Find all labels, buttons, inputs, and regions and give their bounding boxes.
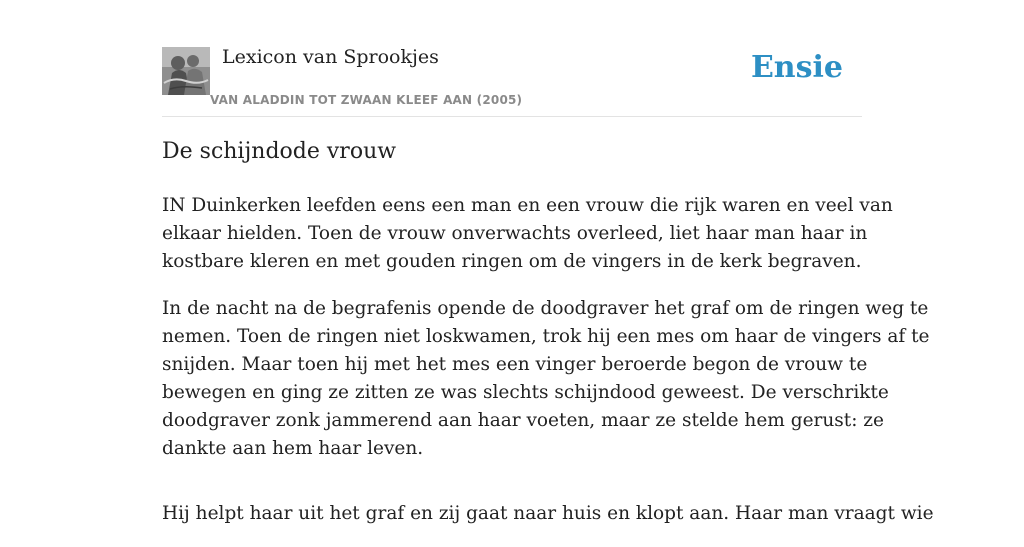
book-title[interactable]: Lexicon van Sprookjes — [222, 46, 439, 68]
article-body — [162, 192, 934, 547]
article-title: De schijndode vrouw — [162, 139, 397, 164]
text-line: Hij helpt haar uit het graf en zij gaat naar huis en klopt aan. Haar man vraagt wie — [162, 503, 934, 524]
text-line: snijden. Maar toen hij met het mes een vinger beroerde begon de vrouw te — [162, 354, 868, 375]
text-line: In de nacht na de begrafenis opende de doodgraver het graf om de ringen weg te — [162, 298, 929, 319]
text-line: nemen. Toen de ringen niet loskwamen, trok hij een mes om haar de vingers af te — [162, 326, 930, 347]
book-subtitle: VAN ALADDIN TOT ZWAAN KLEEF AAN (2005) — [210, 93, 523, 107]
text-line: IN Duinkerken leefden eens een man en een vrouw die rijk waren en veel van — [162, 195, 893, 216]
text-line: bewegen en ging ze zitten ze was slechts schijndood geweest. De verschrikte — [162, 382, 889, 403]
paragraph — [162, 192, 893, 276]
text-line: dankte aan hem haar leven. — [162, 438, 424, 459]
text-line: kostbare kleren en met gouden ringen om de vingers in de kerk begraven. — [162, 251, 862, 272]
engraving-image — [162, 47, 210, 95]
ensie-logo-link[interactable]: Ensie — [750, 50, 843, 85]
paragraph — [162, 500, 934, 528]
text-line: elkaar hielden. Toen de vrouw onverwachts overleed, liet haar man haar in — [162, 223, 868, 244]
paragraph — [162, 295, 930, 463]
text-line: doodgraver zonk jammerend aan haar voeten, maar ze stelde hem gerust: ze — [162, 410, 885, 431]
header — [162, 44, 862, 117]
book-cover-avatar[interactable] — [162, 47, 210, 95]
